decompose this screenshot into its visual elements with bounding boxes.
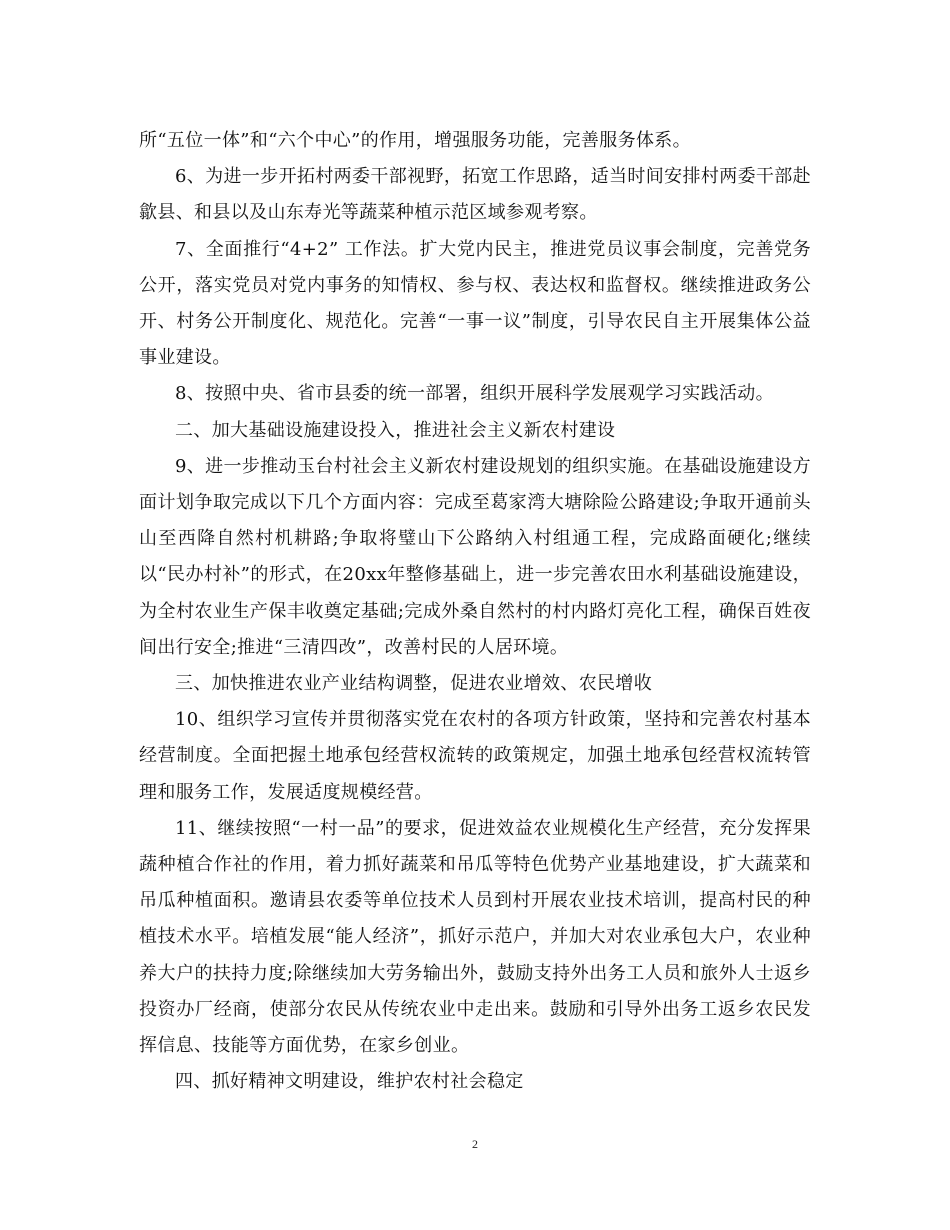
paragraph-item-7: 7、全面推行“4+2” 工作法。扩大党内民主，推进党员议事会制度，完善党务公开，落实党员对党内事务的知情权、参与权、表达权和监督权。继续推进政务公开、村务公开制度化、规范化。完善“一事一议”制度，引导农民自主开展集体公益事业建设。 <box>139 238 811 369</box>
paragraph-continuation: 所“五位一体”和“六个中心”的作用，增强服务功能，完善服务体系。 <box>139 130 692 151</box>
paragraph-item-11: 11、继续按照“一村一品”的要求，促进效益农业规模化生产经营，充分发挥果蔬种植合作社的作用，着力抓好蔬菜和吊瓜等特色优势产业基地建设，扩大蔬菜和吊瓜种植面积。邀请县农委等单位技术人员到村开展农业技术培训，提高村民的种植技术水平。培植发展“能人经济”，抓好示范户，并加大对农业承包大户，农业种养大户的扶持力度;除继续加大劳务输出外，鼓励支持外出务工人员和旅外人士返乡投资办厂经商，使部分农民从传统农业中走出来。鼓励和引导外出务工返乡农民发挥信息、技能等方面优势，在家乡创业。 <box>139 817 811 1057</box>
section-heading-4: 四、抓好精神文明建设，维护农村社会稳定 <box>175 1071 524 1093</box>
section-heading-2: 二、加大基础设施建设投入，推进社会主义新农村建设 <box>175 419 616 441</box>
paragraph-item-10: 10、组织学习宣传并贯彻落实党在农村的各项方针政策，坚持和完善农村基本经营制度。全面把握土地承包经营权流转的政策规定，加强土地承包经营权流转管理和服务工作，发展适度规模经营。 <box>139 709 811 803</box>
page-number: 2 <box>472 1137 478 1151</box>
paragraph-item-6: 6、为进一步开拓村两委干部视野，拓宽工作思路，适当时间安排村两委干部赴歙县、和县以及山东寿光等蔬菜种植示范区域参观考察。 <box>139 166 811 224</box>
paragraph-item-8: 8、按照中央、省市县委的统一部署，组织开展科学发展观学习实践活动。 <box>175 383 774 405</box>
section-heading-3: 三、加快推进农业产业结构调整，促进农业增效、农民增收 <box>175 673 653 695</box>
document-body <box>139 123 811 1100</box>
paragraph-item-9: 9、进一步推动玉台村社会主义新农村建设规划的组织实施。在基础设施建设方面计划争取完成以下几个方面内容：完成至葛家湾大塘除险公路建设;争取开通前头山至西降自然村机耕路;争取将璧山下公路纳入村组通工程，完成路面硬化;继续以“民办村补”的形式，在20xx年整修基础上，进一步完善农田水利基础设施建设，为全村农业生产保丰收奠定基础;完成外桑自然村的村内路灯亮化工程，确保百姓夜间出行安全;推进“三清四改”，改善村民的人居环境。 <box>139 455 811 658</box>
